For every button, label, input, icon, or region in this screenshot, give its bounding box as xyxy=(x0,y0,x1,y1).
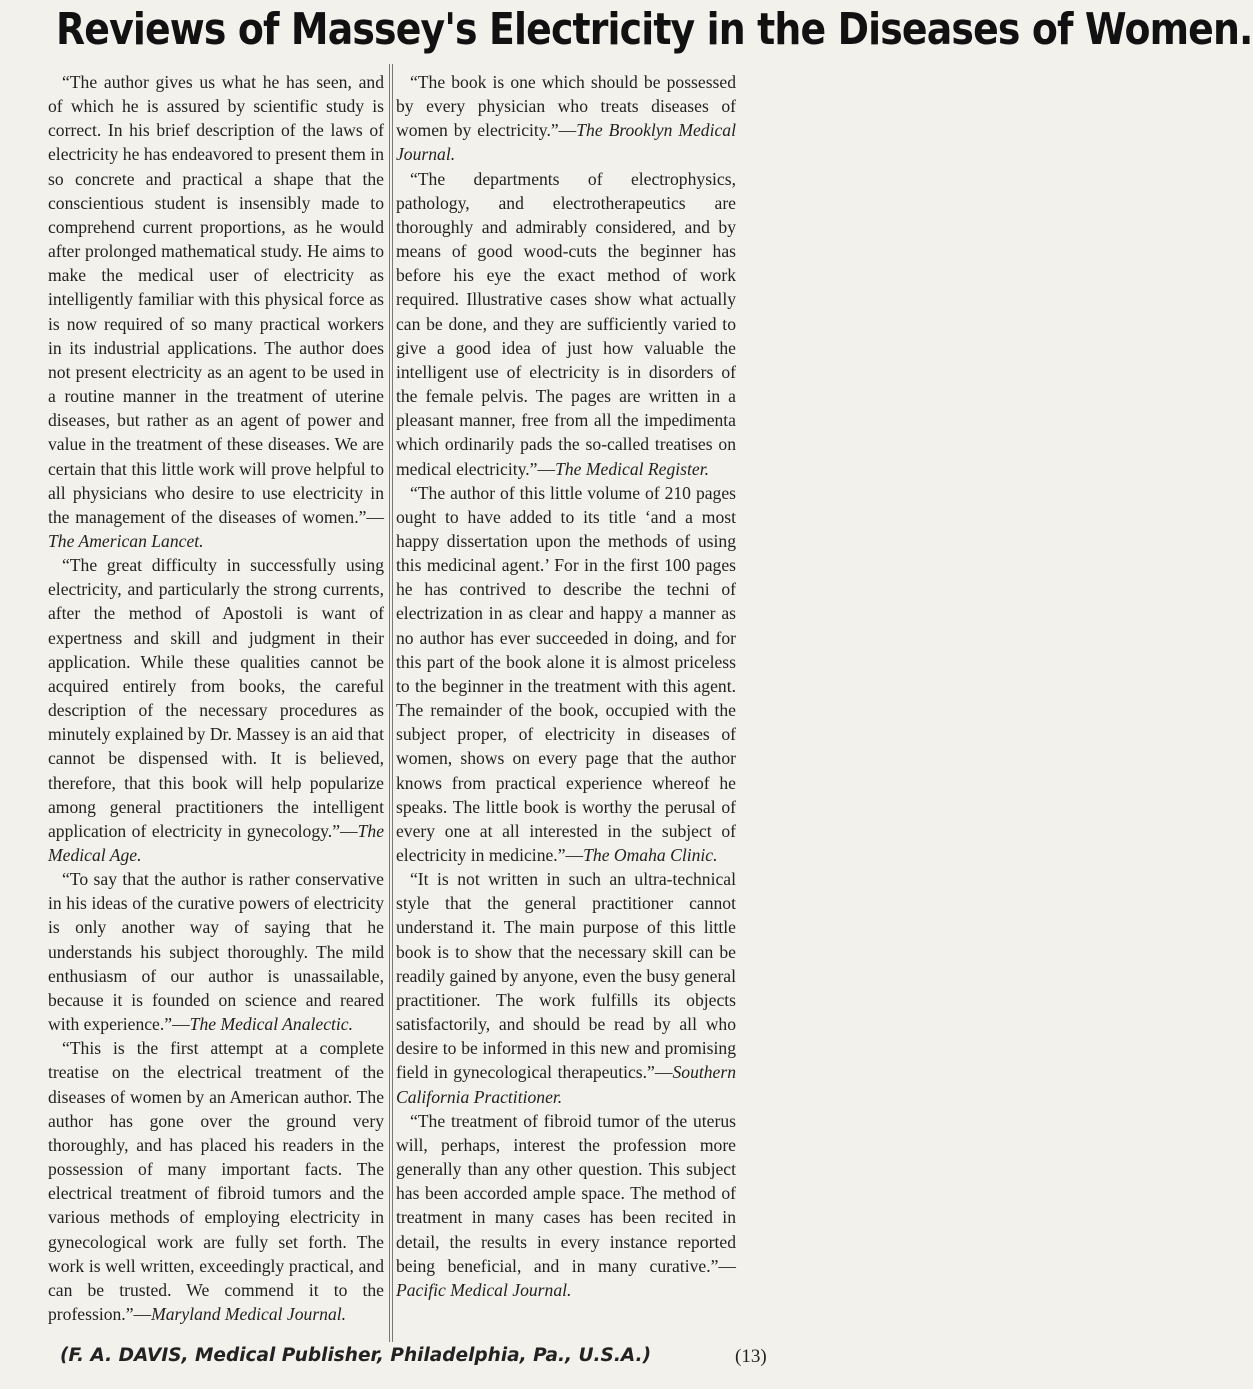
page-number: (13) xyxy=(735,1346,767,1367)
review-paragraph xyxy=(396,70,736,167)
right-column xyxy=(396,70,736,1340)
review-source: The American Lancet. xyxy=(48,530,204,551)
review-paragraph xyxy=(48,70,384,553)
review-paragraph xyxy=(396,167,736,481)
review-paragraph xyxy=(48,553,384,867)
review-paragraph xyxy=(396,867,736,1109)
review-source: The Omaha Clinic. xyxy=(583,845,718,865)
column-divider xyxy=(389,64,390,1342)
review-source: Pacific Medical Journal. xyxy=(396,1279,572,1300)
review-text: “The book is one which should be possessed by every physician who treats diseases of women by electricity.”— xyxy=(396,72,736,141)
review-source: The Medical Analectic. xyxy=(189,1014,354,1035)
review-paragraph xyxy=(396,1109,736,1302)
review-paragraph xyxy=(48,1036,384,1326)
review-source: The Brooklyn Medical Journal. xyxy=(396,120,736,165)
column-divider xyxy=(392,64,393,1342)
review-text: “The author of this little volume of 210 pages ought to have added to its title ‘and a most happy dissertation upon the methods of using this medicinal agent.’ For in the first 100 pages he has contrived to describe the techni of electrization in as clear and happy a manner as no author has ever succeeded in doing, and for this part of the book alone it is almost priceless to the beginner in the treatment with this agent. The remainder of the book, occupied with the subject proper, of electricity in diseases of women, shows on every page that the author knows from practical experience whereof he speaks. The little book is worthy the perusal of every one at all interested in the subject of electricity in medicine.”— xyxy=(396,482,736,865)
left-column xyxy=(48,70,384,1340)
review-text: “The author gives us what he has seen, and of which he is assured by scientific study is correct. In his brief description of the laws of electricity he has endeavored to present them in so concrete and practical a shape that the conscientious student is insensibly made to comprehend current proportions, as he would after prolonged mathematical study. He aims to make the medical user of electricity as intelligently familiar with this physical force as is now required of so many practical workers in its industrial applications. The author does not present electricity as an agent to be used in a routine manner in the treatment of uterine diseases, but rather as an agent of power and value in the treatment of these diseases. We are certain that this little work will prove helpful to all physicians who desire to use electricity in the management of the diseases of women.”— xyxy=(48,72,384,527)
review-text: “The great difficulty in successfully using electricity, and particularly the strong currents, after the method of Apostoli is want of expertness and skill and judgment in their application. While these qualities cannot be acquired entirely from books, the careful description of the necessary procedures as minutely explained by Dr. Massey is an aid that cannot be dispensed with. It is believed, therefore, that this book will help popularize among general practitioners the intelligent application of electricity in gynecology.”— xyxy=(48,555,384,841)
review-paragraph xyxy=(396,481,736,868)
review-text: “It is not written in such an ultra-technical style that the general practitioner cannot understand it. The main purpose of this little book is to show that the necessary skill can be readily gained by anyone, even the busy general practitioner. The work fulfills its objects satisfactorily, and should be read by all who desire to be informed in this new and promising field in gynecological therapeutics.”— xyxy=(396,869,736,1083)
review-source: The Medical Age. xyxy=(48,820,384,865)
review-paragraph xyxy=(48,867,384,1036)
review-source: Southern California Practitioner. xyxy=(396,1062,736,1107)
review-source: Maryland Medical Journal. xyxy=(151,1303,347,1324)
review-text: “This is the first attempt at a complete treatise on the electrical treatment of the diseases of women by an American author. The author has gone over the ground very thoroughly, and has placed his readers in the possession of many important facts. The electrical treatment of fibroid tumors and the various methods of employing electricity in gynecological work are fully set forth. The work is well written, exceedingly practical, and can be trusted. We commend it to the profession.”— xyxy=(48,1038,384,1324)
publisher-footer: (F. A. DAVIS, Medical Publisher, Philadelphia, Pa., U.S.A.) xyxy=(60,1345,652,1366)
review-source: The Medical Register. xyxy=(555,458,709,479)
review-text: “The departments of electrophysics, pathology, and electrotherapeutics are thoroughly and admirably considered, and by means of good wood-cuts the beginner has before his eye the exact method of work required. Illustrative cases show what actually can be done, and they are sufficiently varied to give a good idea of just how valuable the intelligent use of electricity is in disorders of the female pelvis. The pages are written in a pleasant manner, free from all the impedimenta which ordinarily pads the so-called treatises on medical electricity.”— xyxy=(396,168,736,479)
review-text: “The treatment of fibroid tumor of the uterus will, perhaps, interest the profession more generally than any other question. This subject has been accorded ample space. The method of treatment in many cases has been recited in detail, the results in every instance reported being beneficial, and in many curative.”— xyxy=(396,1110,736,1276)
page-title: Reviews of Massey's Electricity in the Diseases of Women. xyxy=(56,4,1253,55)
review-text: “To say that the author is rather conservative in his ideas of the curative powers of electricity is only another way of saying that he understands his subject thoroughly. The mild enthusiasm of our author is unassailable, because it is founded on science and reared with experience.”— xyxy=(48,869,384,1035)
